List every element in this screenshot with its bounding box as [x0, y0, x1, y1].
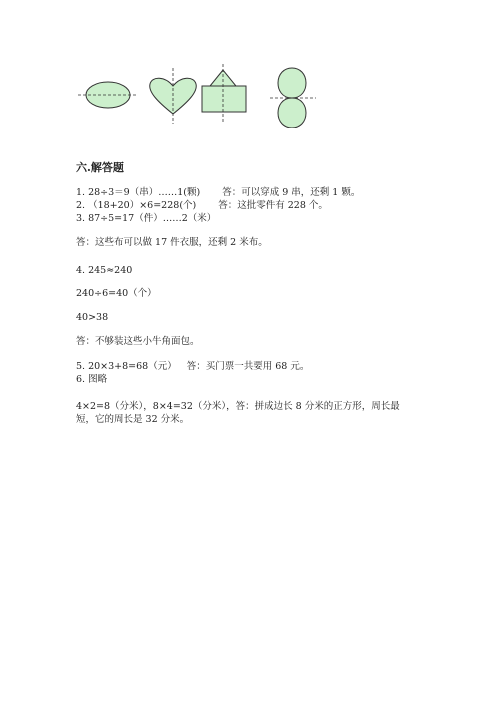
q3-answer: 答：这些布可以做 17 件衣服，还剩 2 米布。	[76, 237, 268, 248]
q4-answer: 答：不够装这些小牛角面包。	[76, 336, 200, 347]
q4-line-1: 4. 245≈240	[76, 265, 133, 276]
q2-equation: 2. （18+20）×6=228(个)	[76, 200, 197, 211]
house-shape	[202, 64, 246, 124]
q6-label: 6. 图略	[76, 374, 108, 385]
figure-eight-shape	[270, 68, 316, 128]
q1-equation: 1. 28÷3＝9（串）……1(颗)	[76, 187, 201, 198]
q4-line-3: 40>38	[76, 312, 109, 323]
answer-line-3	[76, 212, 216, 225]
q2-answer: 答：这批零件有 228 个。	[218, 200, 328, 211]
symmetry-figures	[70, 62, 330, 128]
q5-answer: 答：买门票一共要用 68 元。	[186, 361, 310, 372]
q6-line-1: 4×2=8（分米），8×4=32（分米），答：拼成边长 8 分米的正方形，周长最	[76, 401, 400, 412]
q6-line-2: 短，它的周长是 32 分米。	[76, 414, 190, 425]
q1-answer: 答：可以穿成 9 串，还剩 1 颗。	[222, 187, 361, 198]
ellipse-shape	[78, 82, 138, 108]
q4-line-2: 240÷6=40（个）	[76, 288, 157, 299]
heart-shape	[150, 68, 197, 124]
answer-line-5	[76, 360, 309, 373]
section-title: 六.解答题	[76, 161, 124, 174]
q5-equation: 5. 20×3+8=68（元）	[76, 361, 177, 372]
q3-equation: 3. 87÷5=17（件）……2（米）	[76, 213, 217, 224]
answer-line-2	[76, 199, 328, 212]
answer-line-1	[76, 186, 360, 199]
